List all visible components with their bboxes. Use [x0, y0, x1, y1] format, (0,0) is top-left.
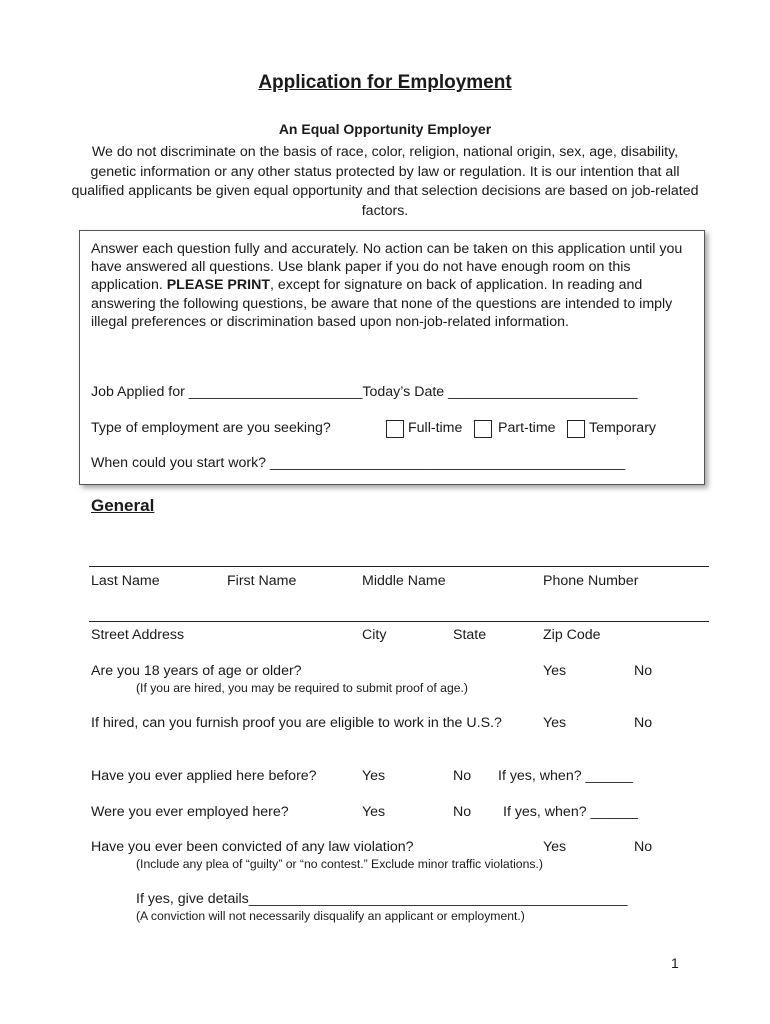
employed-yes-option[interactable]: Yes [362, 804, 386, 820]
eligibility-yes-option[interactable]: Yes [543, 715, 567, 731]
eligibility-no-option[interactable]: No [634, 715, 653, 731]
job-applied-field[interactable] [91, 384, 638, 400]
employed-before-question: Were you ever employed here? [91, 804, 289, 820]
instructions-text [91, 240, 691, 331]
state-label: State [453, 627, 487, 643]
employer-subtitle: An Equal Opportunity Employer [278, 121, 492, 137]
part-time-label: Part-time [498, 420, 556, 436]
first-name-label: First Name [227, 573, 297, 589]
phone-number-label: Phone Number [543, 573, 639, 589]
todays-date-line[interactable]: ________________________ [448, 384, 638, 400]
instructions-box [79, 230, 705, 485]
age-question: Are you 18 years of age or older? [91, 663, 302, 679]
employed-no-option[interactable]: No [453, 804, 472, 820]
start-work-field[interactable] [91, 455, 625, 471]
applied-before-question: Have you ever applied here before? [91, 768, 317, 784]
page-title: Application for Employment [258, 72, 512, 93]
eligibility-question: If hired, can you furnish proof you are eligible to work in the U.S.? [91, 715, 502, 731]
details-label: If yes, give details [136, 891, 249, 907]
job-applied-label: Job Applied for [91, 384, 185, 400]
name-entry-line[interactable] [89, 566, 709, 567]
conviction-details-field[interactable] [136, 891, 628, 907]
full-time-checkbox[interactable] [386, 420, 404, 438]
conviction-question: Have you ever been convicted of any law violation? [91, 839, 414, 855]
employment-type-question: Type of employment are you seeking? [91, 420, 331, 436]
details-line[interactable]: ________________________________________________ [248, 891, 628, 907]
employed-when-field[interactable]: If yes, when? ______ [503, 804, 638, 820]
instructions-part1: Answer each question fully and accurately. No action can be taken on this application until you have answered all questions. Use blank paper if you do not have enough room on this application. [91, 241, 683, 294]
zip-code-label: Zip Code [543, 627, 601, 643]
start-work-line[interactable]: _____________________________________________ [270, 455, 626, 471]
page-number: 1 [671, 955, 679, 971]
please-print-emphasis: PLEASE PRINT [166, 277, 270, 294]
middle-name-label: Middle Name [362, 573, 446, 589]
general-heading: General [91, 496, 155, 515]
conviction-note: (Include any plea of “guilty” or “no contest.” Exclude minor traffic violations.) [136, 857, 543, 871]
job-applied-line[interactable]: ______________________ [188, 384, 363, 400]
street-address-label: Street Address [91, 627, 185, 643]
conviction-yes-option[interactable]: Yes [543, 839, 567, 855]
applied-no-option[interactable]: No [453, 768, 472, 784]
age-yes-option[interactable]: Yes [543, 663, 567, 679]
start-work-label: When could you start work? [91, 455, 267, 471]
applied-yes-option[interactable]: Yes [362, 768, 386, 784]
last-name-label: Last Name [91, 573, 160, 589]
instructions-part2: , except for signature on back of application. In reading and answering the following questions, be aware that none of the questions are intended to imply illegal preferences or discrimination based upon non-job-related information. [91, 277, 673, 330]
age-no-option[interactable]: No [634, 663, 653, 679]
conviction-no-option[interactable]: No [634, 839, 653, 855]
details-note: (A conviction will not necessarily disqualify an applicant or employment.) [136, 909, 525, 923]
applied-when-field[interactable]: If yes, when? ______ [498, 768, 633, 784]
city-label: City [362, 627, 387, 643]
address-entry-line[interactable] [89, 621, 709, 622]
temporary-label: Temporary [589, 420, 657, 436]
age-note: (If you are hired, you may be required to submit proof of age.) [136, 681, 468, 695]
todays-date-label: Today’s Date [362, 384, 445, 400]
full-time-label: Full-time [408, 420, 463, 436]
temporary-checkbox[interactable] [567, 420, 585, 438]
intro-paragraph: We do not discriminate on the basis of race, color, religion, national origin, sex, age, disability, genetic information or any other status protected by law or regulation. It is our intention that all qualified applicants be given equal opportunity and that selection decisions are based on job-related factors. [71, 144, 699, 219]
part-time-checkbox[interactable] [474, 420, 492, 438]
